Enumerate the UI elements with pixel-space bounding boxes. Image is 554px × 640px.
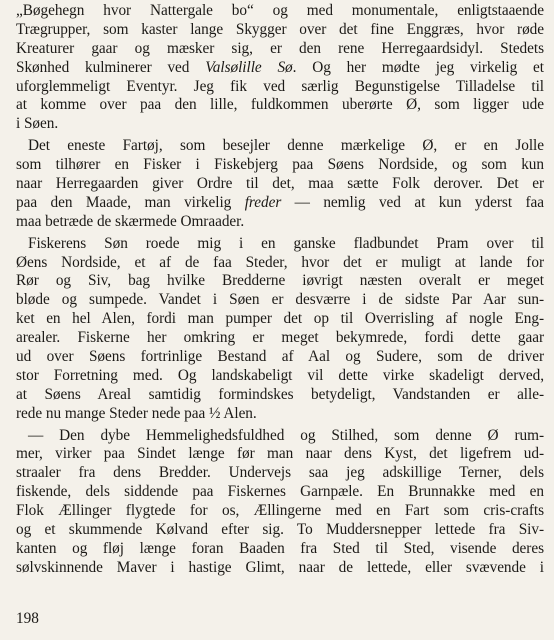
text-line: paa den Maade, man virkelig freder — nemlig ved at kun yderst faa bbox=[16, 193, 544, 211]
text-line: arealer. Fiskerne her omkring er meget bekymrede, fordi dette gaar bbox=[16, 329, 544, 347]
text-line: maa betræde de skærmede Omraader. bbox=[16, 212, 245, 230]
page-number: 198 bbox=[16, 610, 39, 627]
text-line: „Bøgehegn hvor Nattergale bo“ og med monumentale, enligtstaaende bbox=[16, 2, 544, 19]
text-line: at Søens Areal samtidig formindskes betydeligt, Vandstanden er alle- bbox=[16, 385, 544, 403]
text-line: og et skummende Kølvand efter sig. To Muddersnepper lettede fra Siv- bbox=[16, 521, 544, 539]
text-line: bløde og sumpede. Vandet i Søen er desværre i de sidste Par Aar sun- bbox=[16, 291, 544, 309]
text-line: straaler fra dens Bredder. Undervejs saa jeg adskillige Terner, dels bbox=[16, 464, 544, 482]
text-line: kanten og fløj længe foran Baaden fra Sted til Sted, visende deres bbox=[16, 539, 544, 557]
emphasized-text: freder bbox=[244, 193, 282, 211]
text-line: Flok Ællinger flygtede for os, Ællingerne med en Fart som cris-crafts bbox=[16, 502, 544, 520]
body-text bbox=[16, 2, 544, 578]
text-line: Kreaturer gaar og mæsker sig, er den rene Herregaardsidyl. Stedets bbox=[16, 39, 544, 57]
text-line: Fiskerens Søn roede mig i en ganske fladbundet Pram over til bbox=[28, 234, 544, 252]
text-line: ud over Søens fortrinlige Bestand af Aal og Sudere, som de driver bbox=[16, 348, 544, 366]
text-line: fiskende, dels siddende paa Fiskernes Garnpæle. En Brunnakke med en bbox=[16, 483, 544, 501]
text-line: Det eneste Fartøj, som besejler denne mærkelige Ø, er en Jolle bbox=[28, 137, 544, 155]
text-line: Skønhed kulminerer ved Valsølille Sø. Og her mødte jeg virkelig et bbox=[16, 58, 544, 76]
text-line: rede nu mange Steder nede paa ½ Alen. bbox=[16, 404, 257, 422]
text-line: stor Forretning med. Og landskabeligt vil dette virke skadeligt derved, bbox=[16, 366, 544, 384]
text-line: naar Herregaarden giver Ordre til det, maa sætte Folk derover. Det er bbox=[16, 175, 544, 193]
text-line: — Den dybe Hemmelighedsfuldhed og Stilhed, som denne Ø rum- bbox=[28, 426, 544, 444]
text-line: sølvskinnende Maver i hastige Glimt, naar de lettede, eller svævende i bbox=[16, 558, 544, 576]
text-line: Øens Nordside, et af de faa Steder, hvor det er muligt at lande for bbox=[16, 253, 544, 271]
emphasized-text: Valsølille Sø bbox=[205, 58, 293, 76]
text-line: som tilhører en Fisker i Fiskebjerg paa Søens Nordside, og som kun bbox=[16, 156, 544, 174]
text-line: mer, virker paa Sindet længe før man naar dens Kyst, det ligefrem ud- bbox=[16, 445, 544, 463]
text-line: Rør og Siv, bag hvilke Bredderne iøvrigt næsten overalt er meget bbox=[16, 272, 544, 290]
text-line: uforglemmeligt Eventyr. Jeg fik ved særlig Begunstigelse Tilladelse til bbox=[16, 77, 544, 95]
text-line: Trægrupper, som kaster lange Skygger over det fine Enggræs, hvor røde bbox=[16, 20, 544, 38]
text-line: at komme over paa den lille, fuldkommen uberørte Ø, som ligger ude bbox=[16, 96, 544, 114]
text-line: i Søen. bbox=[16, 115, 59, 133]
text-line: ket en hel Alen, fordi man pumper det op til Overrisling af nogle Eng- bbox=[16, 310, 544, 328]
